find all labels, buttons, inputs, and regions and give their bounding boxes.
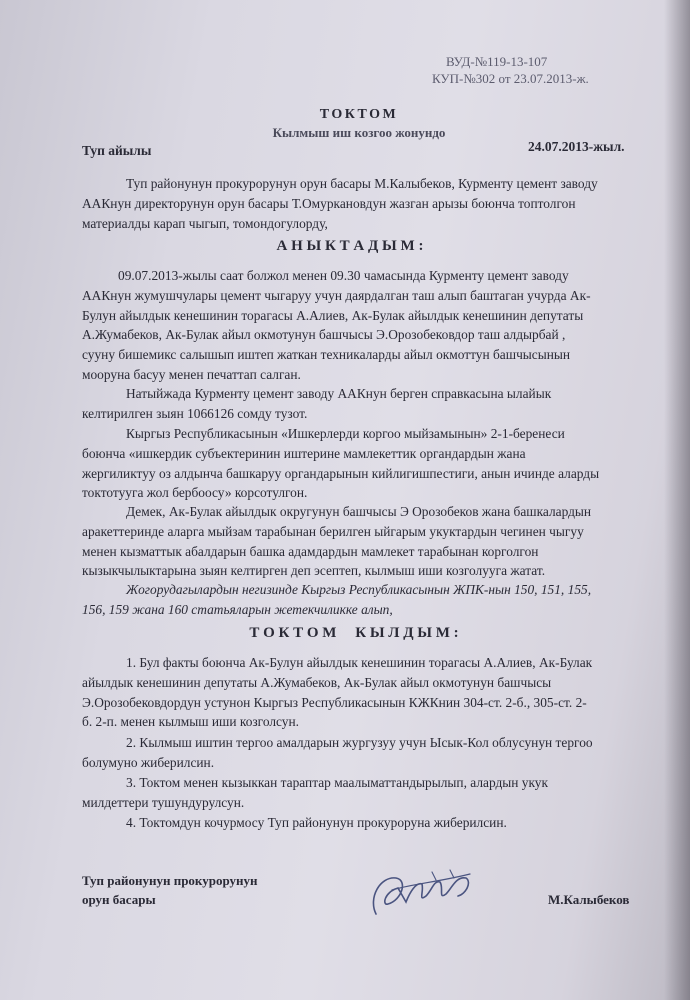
- text-line: кызыкчылыктарына зыян келтирген деп эсептеп, кылмыш иши козголууга жатат.: [82, 563, 546, 579]
- text-line: аракеттеринде аларга мыйзам тарабынан берилген ыйгарым укуктардын чегинен чыгуу: [82, 523, 584, 539]
- text-line: Туп районунун прокурорунун орун басары М.Калыбеков, Курменту цемент заводу: [126, 176, 598, 191]
- text-line: айылдык кенешинин депутаты А.Жумабеков, Ак-Булак айыл окмотунун башчысы: [82, 674, 552, 690]
- text-line: Кыргыз Республикасынын «Ишкерлерди коргоо мыйзамынын» 2-1-беренеси: [126, 426, 565, 441]
- handwritten-signature: [362, 862, 482, 922]
- legal-basis-paragraph: [82, 580, 634, 620]
- text-line: ААКнун директорунун орун басары Т.Омуркановдун жазган арызы боюнча топтолгон: [82, 195, 576, 211]
- resolution-item-1: [82, 653, 634, 732]
- text-line: сууну бишемикс салышып иштеп жаткан техникаларды айыл окмоттун башчысынын: [82, 347, 571, 363]
- text-line: милдеттери тушундурулсун.: [82, 794, 245, 810]
- text-line: токтотууга жол бербоосу» корсотулгон.: [82, 485, 308, 501]
- text-line: Натыйжада Курменту цемент заводу ААКнун берген справкасына ылайык: [126, 386, 552, 401]
- findings-paragraph-4: [82, 502, 634, 581]
- signatory-position-line-1: Туп районунун прокурорунун: [82, 873, 258, 888]
- text-line: келтирилген зыян 1066126 сомду тузот.: [82, 405, 308, 421]
- text-line: болумуно жиберилсин.: [82, 754, 215, 770]
- document-subtitle: Кылмыш иш козгоо жонундо: [272, 125, 446, 140]
- text-line: 1. Бул факты боюнча Ак-Булун айылдык кенешинин торагасы А.Алиев, Ак-Булак: [126, 655, 593, 670]
- text-line: 4. Токтомдун кочурмосу Туп районунун прокуроруна жиберилсин.: [126, 815, 507, 830]
- text-line: 09.07.2013-жылы саат болжол менен 09.30 чамасында Курменту цемент заводу: [118, 268, 569, 283]
- text-line: мооруна басуу менен печаттап салган.: [82, 366, 301, 382]
- text-line: 156, 159 жана 160 статьяларын жетекчиликке алып,: [82, 601, 393, 617]
- findings-paragraph-3: [82, 424, 634, 503]
- text-line: Жогорудагылардын негизинде Кыргыз Республикасынын ЖПК-нын 150, 151, 155,: [126, 582, 592, 597]
- signatory-name: М.Калыбеков: [548, 892, 630, 907]
- signatory-position-line-2: орун басары: [82, 892, 156, 907]
- text-line: 3. Токтом менен кызыккан тараптар маалыматтандырылып, алардын укук: [126, 775, 549, 790]
- text-line: Э.Орозобековдордун устунон Кыргыз Республикасынын КЖКнин 304-ст. 2-б., 305-ст. 2-: [82, 694, 587, 710]
- text-line: ААКнун жумушчулары цемент чыгаруу учун даярдалган таш алып баштаган учурда Ак-: [82, 287, 591, 303]
- section-heading-resolution: Т О К Т О М К Ы Л Д Ы М :: [249, 625, 459, 641]
- section-heading-findings: А Н Ы К Т А Д Ы М :: [276, 238, 424, 254]
- document-date: 24.07.2013-жыл.: [528, 139, 625, 154]
- resolution-item-4: [82, 813, 634, 833]
- findings-paragraph-1: [82, 266, 634, 385]
- text-line: материалды карап чыгып, томондогулорду,: [82, 215, 328, 231]
- resolution-item-3: [82, 773, 634, 813]
- document-title: ТОКТОМ: [319, 107, 399, 122]
- findings-paragraph-2: [82, 384, 634, 424]
- text-line: жергиликтуу оз алдынча башкаруу органдарынын кийлигишпестиги, анын ичинде аларды: [82, 465, 600, 481]
- text-line: А.Жумабеков, Ак-Булак айыл окмотунун башчысы Э.Орозобековдор таш алдырбай ,: [82, 327, 566, 343]
- reference-number-1: ВУД-№119-13-107: [446, 54, 548, 69]
- text-line: Булун айылдык кенешинин торагасы А.Алиев, Ак-Булак айылдык кенешинин депутаты: [82, 307, 584, 323]
- text-line: боюнча «ишкердик субъектеринин иштерине мамлекеттик органдардын жана: [82, 445, 526, 461]
- text-line: Демек, Ак-Булак айылдык округунун башчысы Э Орозобеков жана башкалардын: [126, 504, 592, 519]
- text-line: менен кызматтык абалдарын башка адамдардын мамлекет тарабынан корголгон: [82, 543, 539, 559]
- resolution-item-2: [82, 733, 634, 773]
- place-label: Туп айылы: [82, 143, 152, 158]
- intro-paragraph: [82, 174, 632, 233]
- reference-number-2: КУП-№302 от 23.07.2013-ж.: [432, 71, 589, 86]
- text-line: б. 2-п. менен кылмыш иши козголсун.: [82, 714, 300, 730]
- text-line: 2. Кылмыш иштин тергоо амалдарын жургузуу учун Ысык-Кол облусунун тергоо: [126, 735, 593, 750]
